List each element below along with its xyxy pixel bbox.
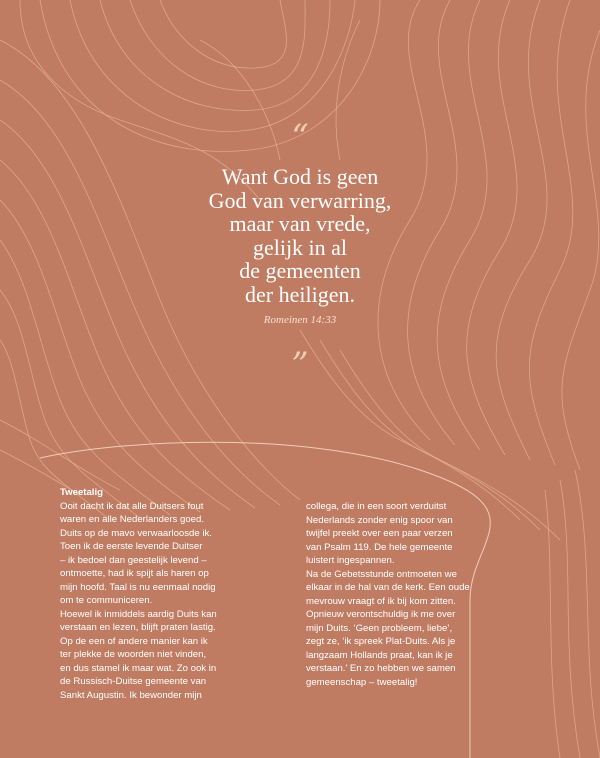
quote-line: der heiligen.	[245, 281, 355, 307]
body-line: Duits op de mavo verwaarloosde ik.	[60, 527, 212, 539]
body-line: verstaan.’ En zo hebben we samen	[306, 663, 456, 674]
body-line: de Russisch-Duitse gemeente van	[60, 676, 207, 687]
body-line: en dus stamel ik maar wat. Zo ook in	[60, 662, 217, 674]
body-line: Na de Gebetsstunde ontmoeten we	[306, 568, 457, 580]
body-line: twijfel preekt over een paar verzen	[306, 528, 453, 539]
body-line: ter plekke de woorden niet vinden,	[60, 649, 207, 660]
article-heading: Tweetalig	[60, 487, 104, 498]
body-line: – ik bedoel dan geestelijk levend –	[60, 554, 207, 566]
article-column-right	[306, 500, 506, 689]
body-line: van Psalm 119. De hele gemeente	[306, 541, 453, 553]
quote-line: de gemeenten	[239, 258, 361, 283]
body-line: Hoewel ik inmiddels aardig Duits kan	[60, 608, 217, 620]
body-line: ontmoette, had ik spijt als haren op	[60, 568, 209, 579]
quote-line: gelijk in al	[252, 234, 348, 260]
body-line: Op de een of andere manier kan ik	[60, 635, 208, 647]
open-quote-icon: “	[291, 117, 309, 157]
article-column-left	[60, 486, 246, 702]
body-line: Toen ik de eerste levende Duitser	[60, 541, 203, 552]
body-line: Opnieuw verontschuldig ik me over	[306, 609, 456, 620]
close-quote-icon: ”	[291, 345, 309, 385]
body-line: collega, die in een soort verduitst	[306, 501, 447, 512]
body-line: waren en alle Nederlanders goed.	[60, 514, 204, 525]
quote-line: maar van vrede,	[229, 211, 371, 236]
body-line: langzaam Hollands praat, kan ik je	[306, 649, 453, 661]
body-line: mijn hoofd. Taal is nu eenmaal nodig	[60, 581, 216, 593]
body-line: mevrouw vraagt of ik bij kom zitten.	[306, 595, 456, 607]
body-line: mijn Duits. ‘Geen probleem, liebe’,	[306, 622, 453, 634]
body-line: Sankt Augustin. Ik bewonder mijn	[60, 689, 202, 701]
body-line: luistert ingespannen.	[306, 555, 395, 566]
body-line: elkaar in de hal van de kerk. Een oude	[306, 582, 470, 593]
quote-reference: Romeinen 14:33	[263, 314, 337, 326]
body-line: gemeenschap – tweetalig!	[306, 676, 418, 688]
quote-line: God van verwarring,	[208, 187, 392, 213]
body-line: Nederlands zonder enig spoor van	[306, 514, 453, 526]
body-line: zegt ze, ‘ik spreek Plat-Duits. Als je	[306, 636, 456, 647]
quote-line: Want God is geen	[221, 164, 379, 189]
body-line: om te communiceren.	[60, 595, 153, 606]
body-line: verstaan en lezen, blijft praten lastig.	[60, 622, 216, 633]
pull-quote	[150, 165, 450, 306]
body-line: Ooit dacht ik dat alle Duitsers fout	[60, 500, 204, 512]
